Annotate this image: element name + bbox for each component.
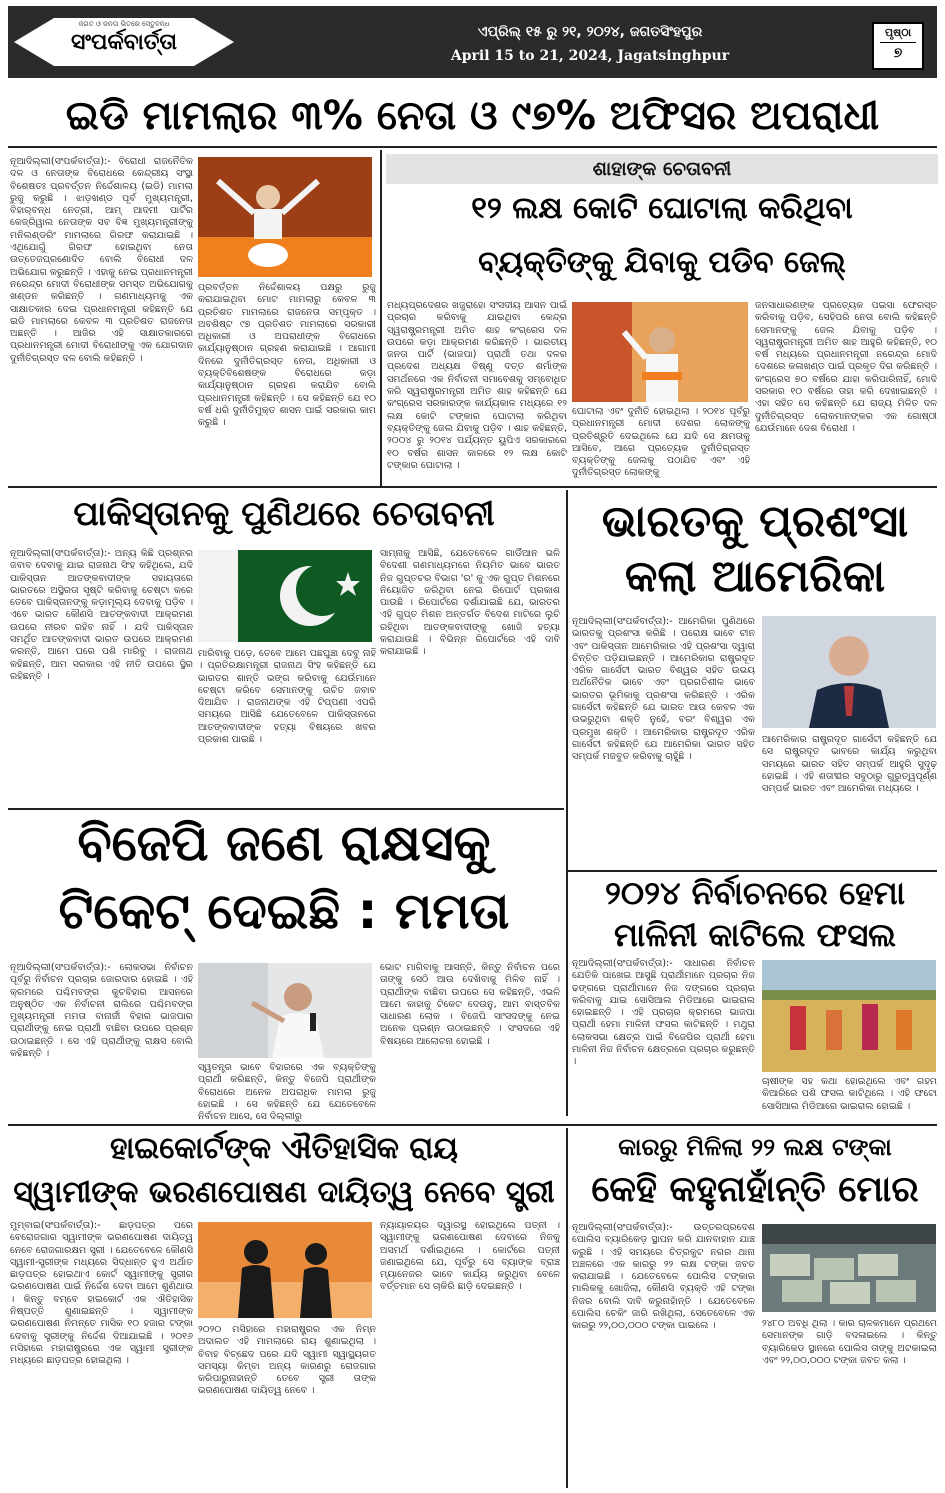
pak-story-col3: ସାମ୍ନାକୁ ଆସିଛି, ଯେତେବେଳେ ଗାର୍ଡିଆନ ଭଳି ବିଦେଶୀ ଗଣମାଧ୍ୟମରେ ନିୟମିତ ଭାବେ ଭାରତ ନିଜ ଗୁପ୍ତଚର ବିଭାଗ 'ର' କୁ ଏକ ଗୁପ୍ତ ମିଶନରେ ନିୟୋଜିତ କରିଥିବା ନେଇ ରିପୋର୍ଟ ପ୍ରକାଶ ପାଉଛି । ରିପୋର୍ଟରେ ଦର୍ଶାଯାଇଛି ଯେ, ଭାରତର ଏହି ଗୁପ୍ତ ମିଶନ ଅନ୍ତର୍ଗତ ବିଦେଶ ମାଟିରେ ଲୁଚି ରହିଥିବା ଆତଙ୍କବାଦୀଙ୍କୁ ଖୋଜି ହତ୍ୟା କରାଯାଉଛି । ବିଭିନ୍ନ ରିପୋର୍ଟରେ ଏହି ଦାବି କରାଯାଇଛି । <box>380 548 560 658</box>
divider <box>568 870 937 872</box>
hema-malini-field-photo <box>762 960 936 1072</box>
mamata-headline-line1: ବିଜେପି ଜଣେ ରାକ୍ଷସକୁ <box>77 814 491 872</box>
pak-story-col2: ମାରିବାକୁ ପଡ଼େ, ତେବେ ଆମେ ପଛଘୁଞ୍ଚା ଦେବୁ ନାହିଁ । ପ୍ରତିରକ୍ଷାମନ୍ତ୍ରୀ ରାଜନାଥ ସିଂହ କହିଛନ୍ତି ଯେ ଭାରତର ଶାନ୍ତି ଭଙ୍ଗ କରିବାକୁ ଯେଉଁମାନେ ଚେଷ୍ଟା କରିବେ ସେମାନଙ୍କୁ ଉଚିତ ଜବାବ ଦିଆଯିବ । ରାଜନାଥଙ୍କ ଏହି ଟିପ୍ପଣୀ ଏପରି ସମୟରେ ଆସିଛି ଯେତେବେଳେ ପାକିସ୍ତାନରେ ଆତଙ୍କବାଦୀଙ୍କ ହତ୍ୟା ବିଷୟରେ ଖବର ପ୍ରକାଶ ପାଇଛି । <box>198 648 376 746</box>
main-headline: ଇଡି ମାମଲାର ୩% ନେତା ଓ ୯୭% ଅଫିସର ଅପରାଧୀ <box>65 93 880 139</box>
eric-garcetti-photo <box>762 616 936 728</box>
mamata-story-col2: ସ୍ୱତନ୍ତ୍ର ଭାବେ ବିହାରରେ ଏକ ବ୍ୟକ୍ତିଙ୍କୁ ପ୍ରାର୍ଥୀ କରିଛନ୍ତି, କିନ୍ତୁ ବିଜେପି ପ୍ରାର୍ଥୀଙ୍କ ବିରୋଧରେ ଅନେକ ଅପରାଧିକ ମାମଲା ରୁଜୁ ହୋଇଛି । ସେ କହିଛନ୍ତି ଯେ ଯେତେବେଳେ ନିର୍ବାଚନ ଆସେ, ସେ ଦିଲ୍ଲୀରୁ <box>198 1062 376 1122</box>
cash-headline-line2: କେହି କହୁନାହାଁନ୍ତି ମୋର <box>591 1169 919 1210</box>
mamata-photo-icon <box>198 963 372 1058</box>
divider <box>8 486 937 488</box>
us-story-col2: ଆମେରିକାର ରାଷ୍ଟ୍ରଦୂତ ଗାର୍ସେଟୀ କହିଛନ୍ତି ଯେ ସେ ରାଷ୍ଟ୍ରଦୂତ ଭାବରେ କାର୍ଯ୍ୟ କରୁଥିବା ସମୟରେ ଭାରତ ସହିତ ସମ୍ପର୍କ ଆହୁରି ସୁଦୃଢ଼ ହୋଇଛି । ଏହି ଶତାବ୍ଦୀର ସବୁଠାରୁ ଗୁରୁତ୍ୱପୂର୍ଣ୍ଣ ସମ୍ପର୍କ ଭାରତ ଏବଂ ଆମେରିକା ମଧ୍ୟରେ । <box>762 734 937 795</box>
logo-tagline: ଜଗତ ଓ ଜନତା ଭିତରେ ସେତୁବନ୍ଧ <box>78 20 170 28</box>
cash-story-col1: ନୂଆଦିଲ୍ଲୀ(ସଂପର୍କବାର୍ତ୍ତା):- ଉତ୍ତରପ୍ରଦେଶ ପୋଲିସ ବ୍ୟାରିକେଡ଼ ସ୍ଥାପନ କରି ଯାନବାହାନ ଯାଞ୍ଚ କରୁଛି । ଏହି ସମୟରେ ଚିତ୍ରକୁଟ ନଗର ଥାନା ଅଞ୍ଚଳରେ ଏକ କାରରୁ ୨୨ ଲକ୍ଷ ଟଙ୍କା ଜବତ କରାଯାଇଛି । ଯେତେବେଳେ ପୋଲିସ ଟଙ୍କାର ମାଲିକକୁ ଖୋଜିଲା, କୌଣସି ବ୍ୟକ୍ତି ଏହି ଟଙ୍କା ନିଜର ବୋଲି ଦାବି କରୁନାହାଁନ୍ତି । ଯେତେବେଳେ ପୋଲିସ ଚେକିଂ ଜାରି ରଖିଥିଲା, ସେତେବେଳେ ଏକ କାରରୁ ୨୨,୦୦,୦୦୦ ଟଙ୍କା ପାଇଲେ । <box>572 1222 755 1332</box>
hema-headline-line2: ମାଳିନୀ କାଟିଲେ ଫସଲ <box>613 916 897 954</box>
shah-headline-line2: ବ୍ୟକ୍ତିଙ୍କୁ ଯିବାକୁ ପଡିବ ଜେଲ୍ <box>478 245 846 280</box>
shah-story-col1: ମଧ୍ୟପ୍ରଦେଶର ଖଜୁରାହୋ ସଂସଦୀୟ ଆସନ ପାଇଁ ପ୍ରଚାର କରିବାକୁ ଯାଇଥିବା କେନ୍ଦ୍ର ସ୍ୱରାଷ୍ଟ୍ରମନ୍ତ୍ରୀ ଅମିତ ଶାହ କଂଗ୍ରେସ ଦଳ ଉପରେ କଡ଼ା ଆକ୍ରମଣ କରିଛନ୍ତି । ଭାରତୀୟ ଜନତା ପାର୍ଟି (ଭାଜପା) ପ୍ରାର୍ଥୀ ତଥା ଦଳର ପ୍ରଦେଶ ଅଧ୍ୟକ୍ଷ ବିଷ୍ଣୁ ଦତ୍ତ ଶର୍ମାଙ୍କ ସମର୍ଥନରେ ଏକ ନିର୍ବାଚନୀ ସମାବେଶକୁ ସମ୍ବୋଧିତ କରି ସ୍ୱରାଷ୍ଟ୍ରମନ୍ତ୍ରୀ ଅମିତ ଶାହ କହିଛନ୍ତି ଯେ କଂଗ୍ରେସ ସରକାରଙ୍କ କାର୍ଯ୍ୟକାଳ ମଧ୍ୟରେ ୧୨ ଲକ୍ଷ କୋଟି ଟଙ୍କାର ଘୋଟାଲା କରିଥିବା ବ୍ୟକ୍ତିଙ୍କୁ ଜେଲ ଯିବାକୁ ପଡ଼ିବ । ଶାହ କହିଛନ୍ତି, ୨୦୦୪ ରୁ ୨୦୧୪ ପର୍ଯ୍ୟନ୍ତ ୟୁପିଏ ସରକାରରେ ୧୦ ବର୍ଷର ଶାସନ କାଳରେ ୧୨ ଲକ୍ଷ କୋଟି ଟଙ୍କାର ଘୋଟାଲା । <box>387 300 567 471</box>
hema-story-col1: ନୂଆଦିଲ୍ଲୀ(ସଂପର୍କବାର୍ତ୍ତା):- ସାଧାରଣ ନିର୍ବାଚନ ଯେତିକି ପାଖେଇ ଆସୁଛି ପ୍ରାର୍ଥୀମାନେ ପ୍ରଚାର ନିଜ ଢଙ୍ଗରେ ପ୍ରାର୍ଥୀମାନେ ନିଜ ଦଙ୍ଗରେ ପ୍ରଚାର କରିବାକୁ ଯାଇ ସୋସିଆଲ ମିଡିଆରେ ଭାଇରାଲ ହୋଇଛନ୍ତି । ଏହି ପ୍ରଚାର କ୍ରମରେ ଭାଜପା ପ୍ରାର୍ଥୀ ହେମା ମାଳିନୀ ଫସଲ କାଟିଛନ୍ତି । ମଥୁରା ଲୋକସଭା କ୍ଷେତ୍ର ପାଇଁ ବିଜେପିର ପ୍ରାର୍ଥୀ ହେମା ମାଳିନୀ ନିଜ ନିର୍ବାଚନ କ୍ଷେତ୍ରରେ ପ୍ରଚାର କରୁଛନ୍ତି । <box>572 958 755 1068</box>
page-number: ୭ <box>880 42 916 61</box>
pak-headline: ପାକିସ୍ତାନକୁ ପୁଣିଥରେ ଚେତାବନୀ <box>73 494 495 534</box>
ambassador-photo-icon <box>762 616 936 728</box>
issue-date-odia: ଏପ୍ରିଲ୍ ୧୫ ରୁ ୨୧, ୨୦୨୪, ଜଗତସିଂହପୁର <box>477 24 703 40</box>
shah-headline-line1: ୧୨ ଲକ୍ଷ କୋଟି ଘୋଟାଲା କରିଥିବା <box>471 191 853 226</box>
divider <box>8 146 937 148</box>
shah-kicker: ଶାହାଙ୍କ ଚେତାବନୀ <box>386 154 938 184</box>
amit-shah-photo <box>572 302 748 402</box>
cash-story-col2: ୨୪୮୦ ଅବଧି ଥିଲା । କାର ଚାଳକମାନେ ପ୍ରଥମେ ସେମାନଙ୍କ ଗାଡ଼ି ବଦଳାଇଲେ । କିନ୍ତୁ ବ୍ୟାରିକେଡ ସ୍ଥାନରେ ପୋଲିସ ତାଙ୍କୁ ଅଟକାଇଲା ଏବଂ ୨୨,୦୦,୦୦୦ ଟଙ୍କା ଜବତ କଲା । <box>762 1318 937 1366</box>
modi-photo-icon <box>198 157 372 277</box>
hc-story-col2: ୨୦୨୦ ମସିହାରେ ମହାରାଷ୍ଟ୍ରର ଏକ ନିମ୍ନ ଅଦାଲତ ଏହି ମାମଲାରେ ରାୟ ଶୁଣାଇଥିଲା । ବିବାହ ବିଚ୍ଛେଦ ପରେ ଯଦି ସ୍ୱାମୀ ସ୍ୱାସ୍ଥ୍ୟଗତ ସମସ୍ୟା କିମ୍ବା ଅନ୍ୟ କାରଣରୁ ରୋଜଗାର କରିପାରୁନାହାନ୍ତି ତେବେ ସ୍ତ୍ରୀ ତାଙ୍କ ଭରଣପୋଷଣ ଦାୟିତ୍ୱ ନେବେ । <box>198 1324 376 1397</box>
divider <box>566 490 568 1116</box>
hc-story-col1: ମୁମ୍ବାଇ(ସଂପର୍କବାର୍ତ୍ତା):- ଛାଡ଼ପତ୍ର ପରେ ବେରୋଜଗାର ସ୍ୱାମୀଙ୍କ ଭରଣପୋଷଣ ଦାୟିତ୍ୱ ନେବେ ରୋଜଗାରକ୍ଷମ ସ୍ତ୍ରୀ । ଯେତେବେଳେ କୌଣସି ସ୍ୱାମୀ-ସ୍ତ୍ରୀଙ୍କ ମଧ୍ୟରେ ସିଦ୍ଧାନ୍ତ ହୁଏ ଅର୍ଥାତ ଛାଡ଼ପତ୍ର ହୋଇଥାଏ କୋର୍ଟ ସ୍ୱାମୀଙ୍କୁ ସ୍ତ୍ରୀର ଭରଣପୋଷଣ ପାଇଁ ନିର୍ଦ୍ଦେଶ ଦେବା ଆମେ ଶୁଣିଥାଉ । କିନ୍ତୁ ବମ୍ବେ ହାଇକୋର୍ଟ ଏକ ଐତିହାସିକ ନିଷ୍ପତ୍ତି ଶୁଣାଇଛନ୍ତି । ସ୍ୱାମୀଙ୍କ ଭରଣପୋଷଣ ନିମନ୍ତେ ମାସିକ ୧୦ ହଜାର ଟଙ୍କା ଦେବାକୁ ସ୍ତ୍ରୀଙ୍କୁ ନିର୍ଦ୍ଦେଶ ଦିଆଯାଇଛି । ୨୦୧୬ ମସିହାରେ ମହାରାଷ୍ଟ୍ରରେ ଏକ ସ୍ୱାମୀ ସ୍ତ୍ରୀଙ୍କ ମଧ୍ୟରେ ଛାଡ଼ପତ୍ର ହୋଇଥିଲା । <box>10 1220 193 1367</box>
divider <box>566 1128 568 1488</box>
newspaper-logo <box>14 14 234 70</box>
hc-headline-line2: ସ୍ୱାମୀଙ୍କ ଭରଣପୋଷଣ ଦାୟିତ୍ୱ ନେବେ ସ୍ତ୍ରୀ <box>13 1175 555 1210</box>
divider <box>8 1124 937 1126</box>
us-headline: ଭାରତକୁ ପ୍ରଶଂସା କଲା ଆମେରିକା <box>601 496 909 602</box>
logo-name: ସଂପର୍କବାର୍ତ୍ତା <box>71 30 177 55</box>
couple-silhouette-icon <box>198 1222 372 1318</box>
couple-silhouette-photo <box>198 1222 372 1318</box>
issue-date-english: April 15 to 21, 2024, Jagatsinghpur <box>450 48 730 64</box>
mamata-banerjee-photo <box>198 963 372 1058</box>
mamata-headline-line2: ଟିକେଟ୍ ଦେଇଛି : ମମତା <box>58 882 510 940</box>
page-label: ପୃଷ୍ଠା <box>884 26 912 39</box>
ed-story-col2: ପ୍ରବର୍ତ୍ତନ ନିର୍ଦ୍ଦେଶାଳୟ ପକ୍ଷରୁ ରୁଜୁ କରାଯାଇଥିବା ମୋଟ ମାମଲାରୁ କେବଳ ୩ ପ୍ରତିଶତ ମାମଲାରେ ରାଜନେତା ସମ୍ପୃକ୍ତ । ଅବଶିଷ୍ଟ ୯୭ ପ୍ରତିଶତ ମାମଲାରେ ସରକାରୀ ଅଧିକାରୀ ଓ ଅପରାଧୀଙ୍କ ବିରୋଧରେ କାର୍ଯ୍ୟାନୁଷ୍ଠାନ ଗ୍ରହଣ କରାଯାଇଛି । ଆଗାମୀ ଦିନରେ ଦୁର୍ନୀତିଗ୍ରସ୍ତ ନେତା, ଅଧିକାରୀ ଓ ବ୍ୟକ୍ତିବିଶେଷଙ୍କ ବିରୋଧରେ କଡ଼ା କାର୍ଯ୍ୟାନୁଷ୍ଠାନ ଗ୍ରହଣ କରାଯିବ ବୋଲି ପ୍ରଧାନମନ୍ତ୍ରୀ କହିଛନ୍ତି । ସେ କହିଛନ୍ତି ଯେ ୧୦ ବର୍ଷ ଧରି ଦୁର୍ନୀତିମୁକ୍ତ ଶାସନ ପାଇଁ ସରକାର କାମ କରୁଛି । <box>198 282 376 429</box>
shah-story-col3: ଜନସାଧାରଣଙ୍କ ପ୍ରତ୍ୟେକ ପଇସା ଫେରସ୍ତ କରିବାକୁ ପଡ଼ିବ, ସେହିପରି ନେତା ବୋଲି କହିଛନ୍ତି ସେମାନଙ୍କୁ ଜେଲ ଯିବାକୁ ପଡ଼ିବ । ସ୍ୱରାଷ୍ଟ୍ରମନ୍ତ୍ରୀ ଅମିତ ଶାହ ଆହୁରି କହିଛନ୍ତି, ୧୦ ବର୍ଷ ମଧ୍ୟରେ ପ୍ରଧାନମନ୍ତ୍ରୀ ନରେନ୍ଦ୍ର ମୋଦି ଦେଶରେ କଳାଖଣ୍ଡ ପାଇଁ ପ୍ରକୃତ ଦିଗ କରିଛନ୍ତି । କଂଗ୍ରେସ ୭୦ ବର୍ଷରେ ଯାହା କରିପାରିନାହିଁ, ମୋଦି ସରକାର ୧୦ ବର୍ଷରେ ତାହା କରି ଦେଖାଇଛନ୍ତି । ଏହା ସହିତ ସେ କହିଛନ୍ତି ଯେ ରାଜ୍ୟ ମିଳିତ ଦଳ ଦୁର୍ନୀତିଗ୍ରସ୍ତ ଲୋକମାନଙ୍କର ଏକ ଗୋଷ୍ଠୀ ଯେଉଁମାନେ ଦେଶ ବିରୋଧୀ । <box>755 300 937 434</box>
page-number-box <box>872 22 924 70</box>
pakistan-flag-icon <box>198 550 372 642</box>
hc-headline-line1: ହାଇକୋର୍ଟଙ୍କ ଐତିହାସିକ ରାୟ <box>109 1131 459 1166</box>
us-story-col1: ନୂଆଦିଲ୍ଲୀ(ସଂପର୍କବାର୍ତ୍ତା):- ଆମେରିକା ପୁଣିଥରେ ଭାରତକୁ ପ୍ରଶଂସା କରିଛି । ପରୋକ୍ଷ ଭାବେ ଚୀନ ଏବଂ ପାକିସ୍ତାନ ଆମେରିକାର ଏହି ପ୍ରଶଂସା ଦ୍ୱାରା ଚିନ୍ତିତ ପଡ଼ିଯାଇଛନ୍ତି । ଆମେରିକାର ରାଷ୍ଟ୍ରଦୂତ ଏରିକ ଗାର୍ସେଟୀ ଭାରତ ବିଶ୍ୱର ସହିତ ଉଭୟ ଅର୍ଥନୈତିକ ଭାବେ ଏବଂ ପ୍ରଗତିଶୀଳ ଭାବେ ଭାରତର ଭୂମିକାକୁ ପ୍ରଶଂସା କରିଛନ୍ତି । ଏରିକ ଗାର୍ସେଟୀ କହିଛନ୍ତି ଯେ ଭାରତ ଆଉ କେବଳ ଏକ ଉଭରୁଥିବା ଶକ୍ତି ନୁହେଁ, ବରଂ ବିଶ୍ୱର ଏକ ପ୍ରମୁଖ ଶକ୍ତି । ଆମେରିକାର ରାଷ୍ଟ୍ରଦୂତ ଏରିକ ଗାର୍ସେଟୀ କହିଛନ୍ତି ଯେ ଆମେରିକା ଭାରତ ସହିତ ସମ୍ପର୍କ ମଜବୁତ କରିବାକୁ ଚାହୁଁଛି । <box>572 616 755 763</box>
hc-story-col3: ନ୍ୟାୟାଳୟର ଦ୍ୱାରସ୍ଥ ହୋଇଥିଲେ ପତ୍ନୀ । ସ୍ୱାମୀଙ୍କୁ ଭରଣପୋଷଣ ଦେବାରେ ନିଜକୁ ଅସମର୍ଥ ଦର୍ଶାଇଥିଲେ । କୋର୍ଟରେ ପତ୍ନୀ ଜଣାଇଥିଲେ ଯେ, ପୂର୍ବରୁ ସେ ବ୍ୟାଙ୍କ ବ୍ରାଞ୍ଚ ମ୍ୟାନେଜର ଭାବେ କାର୍ଯ୍ୟ କରୁଥିବା ବେଳେ ବର୍ତ୍ତମାନ ସେ ଚାକିରି ଛାଡ଼ି ଦେଇଛନ୍ତି । <box>380 1220 560 1293</box>
cash-headline-line1: କାରରୁ ମିଳିଲା ୨୨ ଲକ୍ଷ ଟଙ୍କା <box>618 1133 892 1161</box>
divider <box>380 150 382 486</box>
divider <box>8 808 564 810</box>
mamata-story-col3: ଭୋଟ ମାଗିବାକୁ ଆସନ୍ତି, କିନ୍ତୁ ନିର୍ବାଚନ ପରେ ତାଙ୍କୁ ସେଠି ଆଉ ଦେଖିବାକୁ ମିଳିବ ନାହିଁ । ପ୍ରାର୍ଥୀଙ୍କ ବାଛିବା ଉପରେ ସେ କହିଛନ୍ତି, ଏଭଳି ଆମେ କାହାକୁ ଟିକେଟ ଦେଉନୁ, ଆମ ବାସ୍ତବିକ ସାଧାରଣ ଲୋକ । ବିଜେପି ସାଂସଦଙ୍କୁ ନେଇ ଅନେକ ପ୍ରଶ୍ନ ଉଠାଇଛନ୍ତି । ସଂସଦରେ ଏହି ବିଷୟରେ ଆଲୋଚନା ହୋଇଛି । <box>380 962 560 1047</box>
shah-story-col2: ଘୋଟାଲା ଏବଂ ଦୁର୍ନୀତି ହୋଇଥିଲା । ୨୦୧୪ ପୂର୍ବରୁ ପ୍ରଧାନମନ୍ତ୍ରୀ ମୋଦୀ ଦେଶର ଲୋକଙ୍କୁ ପ୍ରତିଶ୍ରୁତି ଦେଇଥିଲେ ଯେ ଯଦି ସେ କ୍ଷମତାକୁ ଆସିବେ, ଆଗେ ପ୍ରତ୍ୟେକ ଦୁର୍ନୀତିଗ୍ରସ୍ତ ବ୍ୟକ୍ତିଙ୍କୁ ଜେଲକୁ ପଠାଯିବ ଏବଂ ଏହି ଦୁର୍ନୀତିଗ୍ରସ୍ତ ଲୋକଙ୍କୁ <box>572 406 750 479</box>
cash-bundles-icon <box>762 1224 936 1312</box>
ed-story-col1: ନୂଆଦିଲ୍ଲୀ(ସଂପର୍କବାର୍ତ୍ତା):- ବିରୋଧୀ ରାଜନୈତିକ ଦଳ ଓ ନେତାଙ୍କ ବିରୋଧରେ କେନ୍ଦ୍ରୀୟ ସଂସ୍ଥା ବିଶେଷତଃ ପ୍ରବର୍ତ୍ତନ ନିର୍ଦ୍ଦେଶାଳୟ (ଇଡି) ମାମଲା ରୁଜୁ କରୁଛି । ଝାଡ଼ଖଣ୍ଡ ପୂର୍ବ ମୁଖ୍ୟମନ୍ତ୍ରୀ, ବିହାର୍‌ବନ୍ଧ ନେତ୍ରୀ, ଆମ୍ ଆଦମୀ ପାର୍ଟିର କେଜ୍ରିୱାଲ ନେତାଙ୍କ ସବ ବିଜ୍ଞ ମୁଖ୍ୟମନ୍ତ୍ରୀଙ୍କୁ ମନିଲଣ୍ଡରିଂ ମାମଲାରେ ଗିରଫ କରାଯାଇଛି । ଏଥିଯୋଗୁଁ ଗିରଫ ହୋଇଥିବା ନେତା ଉତ୍ତେଜପ୍ରଣୋଦିତ ବୋଲି ବିରୋଧୀ ଦଳ ଅଭିଯୋଗ କରୁଛନ୍ତି । ଏହାକୁ ନେଇ ପ୍ରଧାନମନ୍ତ୍ରୀ ନରେନ୍ଦ୍ର ମୋଦୀ ବିରୋଧୀଙ୍କ ସମସ୍ତ ଅଭିଯୋଗକୁ ଖଣ୍ଡନ କରିଛନ୍ତି । ଗଣମାଧ୍ୟମକୁ ଏକ ସାକ୍ଷାତକାର ଦେଇ ପ୍ରଧାନମନ୍ତ୍ରୀ କହିଛନ୍ତି ଯେ ଇଡି ମାମଲାରେ କେବଳ ୩ ପ୍ରତିଶତ ରାଜନେତା ଅଛନ୍ତି । ଆଜିର ଏହି ସାକ୍ଷାତକାରରେ ପ୍ରଧାନମନ୍ତ୍ରୀ ମୋଦୀ ବିରୋଧୀଙ୍କୁ ଏକ ଯୋଗଦାନ ଦୁର୍ନୀତିଗ୍ରସ୍ତ ଦଳ ବୋଲି କହିଛନ୍ତି । <box>10 156 193 364</box>
hema-story-col2: ଚାଷୀଙ୍କ ସହ କଥା ହୋଇଥିଲେ ଏବଂ ଗହମ କିଆରିରେ ପଶି ଫସଲ କାଟିଥିଲେ । ଏହି ଫଟୋ ସୋସିଆଲ ମିଡିଆରେ ଭାଇରାଲ ହୋଇଛି । <box>762 1076 937 1112</box>
pakistan-flag-photo <box>198 550 372 642</box>
amit-shah-photo-icon <box>572 302 748 402</box>
mamata-story-col1: ନୂଆଦିଲ୍ଲୀ(ସଂପର୍କବାର୍ତ୍ତା):- ଲୋକସଭା ନିର୍ବାଚନ ପୂର୍ବରୁ ନିର୍ବାଚନ ପ୍ରଚାର ଜୋରଦାର ହୋଇଛି । ଏହି କ୍ରମରେ ପଶ୍ଚିମବଙ୍ଗ କୁଚବିହାର ଆସନରେ ଅନୁଷ୍ଠିତ ଏକ ନିର୍ବାଚନୀ ରାଲିରେ ପଶ୍ଚିମବଙ୍ଗ ମୁଖ୍ୟମନ୍ତ୍ରୀ ମମତା ବାନାର୍ଜୀ ବିହାର ଭାଜପାର ପ୍ରାର୍ଥୀଙ୍କୁ ନେଇ ପ୍ରାର୍ଥୀ ବାଛିବା ଉପରେ ପ୍ରଶ୍ନ ଉଠାଇଛନ୍ତି । ସେ ଏହି ପ୍ରାର୍ଥୀଙ୍କୁ ରାକ୍ଷସ ବୋଲି କହିଛନ୍ତି । <box>10 962 193 1060</box>
seized-cash-photo <box>762 1224 936 1312</box>
pak-story-col1: ନୂଆଦିଲ୍ଲୀ(ସଂପର୍କବାର୍ତ୍ତା):- ଅନ୍ୟ କିଛି ପ୍ରଶ୍ନର ଜବାବ ଦେବାକୁ ଯାଇ ରାଜନାଥ ସିଂହ କହିଥିଲେ, ଯଦି ପାକିସ୍ତାନ ଆତଙ୍କବାଦୀଙ୍କ ସହାୟତାରେ ଭାରତରେ ଅସ୍ଥିରତା ସୃଷ୍ଟି କରିବାକୁ ଚେଷ୍ଟା କରେ ତେବେ ପାକିସ୍ତାନଙ୍କୁ କଡ଼ାମୂଲ୍ୟ ଦେବାକୁ ପଡ଼ିବ । ଏବେ ଭାରତ କୌଣସି ଆତଙ୍କବାଦୀ ଆକ୍ରମଣ ଉପରେ ନୀରବ ରହିବ ନାହିଁ । ଯଦି ପାକିସ୍ତାନ ସମର୍ଥିତ ଆତଙ୍କବାଦୀ ଭାରତ ଉପରେ ଆକ୍ରମଣ କରନ୍ତି, ଆମେ ଘରେ ପଶି ମାରିବୁ । ରାଜନାଥ କହିଛନ୍ତି, ଆମ ସରକାର ଏହି ନୀତି ଉପରେ ସ୍ଥିର ରହିଛନ୍ତି । <box>10 548 193 682</box>
hema-headline-line1: ୨୦୨୪ ନିର୍ବାଚନରେ ହେମା <box>604 874 905 912</box>
modi-rally-photo <box>198 157 372 277</box>
wheat-field-photo-icon <box>762 960 936 1072</box>
